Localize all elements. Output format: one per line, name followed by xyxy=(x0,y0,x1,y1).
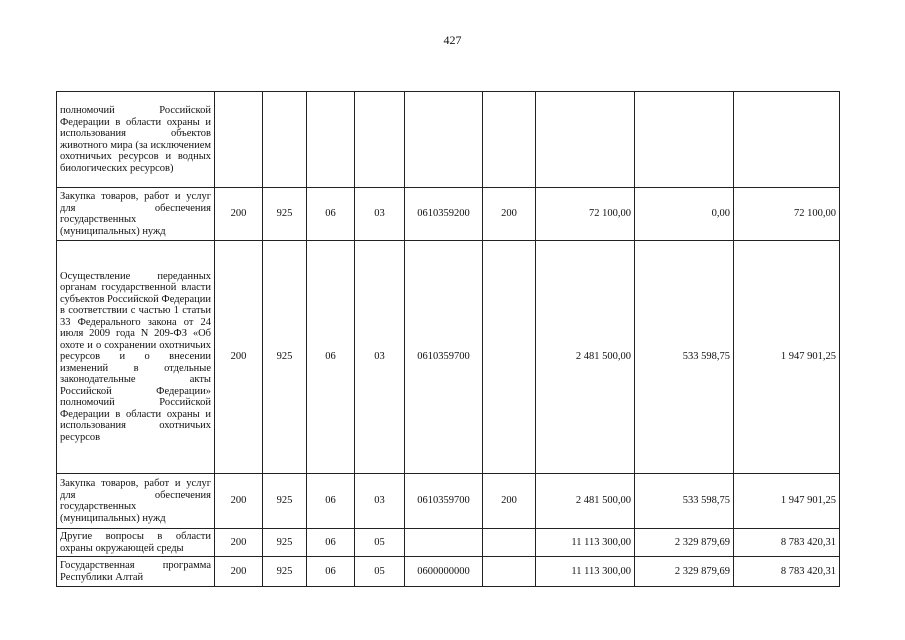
ppp-cell: 200 xyxy=(215,529,263,557)
sum-plan-cell: 2 481 500,00 xyxy=(536,474,635,529)
grbs-cell: 925 xyxy=(263,557,307,587)
ppp-cell xyxy=(215,92,263,188)
sum-rest-cell: 8 783 420,31 xyxy=(734,557,840,587)
rz-cell: 06 xyxy=(307,241,355,474)
vr-cell xyxy=(483,529,536,557)
grbs-cell: 925 xyxy=(263,188,307,241)
grbs-cell: 925 xyxy=(263,474,307,529)
sum-plan-cell: 2 481 500,00 xyxy=(536,241,635,474)
sum-plan-cell: 11 113 300,00 xyxy=(536,557,635,587)
page-number: 427 xyxy=(443,33,462,47)
rz-cell: 06 xyxy=(307,529,355,557)
csr-cell: 0610359700 xyxy=(405,241,483,474)
sum-fact-cell: 533 598,75 xyxy=(635,474,734,529)
pr-cell: 05 xyxy=(355,557,405,587)
grbs-cell: 925 xyxy=(263,241,307,474)
sum-fact-cell: 2 329 879,69 xyxy=(635,529,734,557)
sum-fact-cell: 533 598,75 xyxy=(635,241,734,474)
table-row xyxy=(57,557,840,587)
csr-cell: 0610359200 xyxy=(405,188,483,241)
sum-plan-cell: 11 113 300,00 xyxy=(536,529,635,557)
sum-fact-cell: 0,00 xyxy=(635,188,734,241)
rz-cell: 06 xyxy=(307,474,355,529)
rz-cell: 06 xyxy=(307,188,355,241)
ppp-cell: 200 xyxy=(215,474,263,529)
sum-plan-cell: 72 100,00 xyxy=(536,188,635,241)
row-name-cell: Другие вопросы в области охраны окружающей среды xyxy=(57,529,215,557)
sum-rest-cell xyxy=(734,92,840,188)
sum-rest-cell: 1 947 901,25 xyxy=(734,474,840,529)
vr-cell: 200 xyxy=(483,474,536,529)
rz-cell xyxy=(307,92,355,188)
sum-rest-cell: 1 947 901,25 xyxy=(734,241,840,474)
sum-fact-cell xyxy=(635,92,734,188)
pr-cell: 03 xyxy=(355,241,405,474)
budget-table xyxy=(56,91,840,587)
csr-cell: 0610359700 xyxy=(405,474,483,529)
vr-cell xyxy=(483,241,536,474)
row-name-cell: Осуществление переданных органам государственной власти субъектов Российской Федерации в соответствии с частью 1 статьи 33 Федерального закона от 24 июля 2009 года N 209-ФЗ «Об охоте и о сохранении охотничьих ресурсов и о внесении изменений в отдельные законодательные акты Российской Федерации» полномочий Российской Федерации в области охраны и использования охотничьих ресурсов xyxy=(57,241,215,474)
pr-cell: 03 xyxy=(355,474,405,529)
csr-cell xyxy=(405,92,483,188)
vr-cell xyxy=(483,557,536,587)
pr-cell: 05 xyxy=(355,529,405,557)
table-body xyxy=(57,92,840,587)
ppp-cell: 200 xyxy=(215,188,263,241)
vr-cell xyxy=(483,92,536,188)
sum-plan-cell xyxy=(536,92,635,188)
row-name-cell: полномочий Российской Федерации в области охраны и использования объектов животного мира (за исключением охотничьих ресурсов и водных биологических ресурсов) xyxy=(57,92,215,188)
grbs-cell: 925 xyxy=(263,529,307,557)
csr-cell xyxy=(405,529,483,557)
row-name-cell: Закупка товаров, работ и услуг для обеспечения государственных (муниципальных) нужд xyxy=(57,474,215,529)
sum-rest-cell: 8 783 420,31 xyxy=(734,529,840,557)
table-row xyxy=(57,241,840,474)
table-row xyxy=(57,474,840,529)
row-name-cell: Закупка товаров, работ и услуг для обеспечения государственных (муниципальных) нужд xyxy=(57,188,215,241)
ppp-cell: 200 xyxy=(215,241,263,474)
table-row xyxy=(57,529,840,557)
pr-cell xyxy=(355,92,405,188)
row-name-cell: Государственная программа Республики Алтай xyxy=(57,557,215,587)
table-row xyxy=(57,188,840,241)
rz-cell: 06 xyxy=(307,557,355,587)
vr-cell: 200 xyxy=(483,188,536,241)
grbs-cell xyxy=(263,92,307,188)
sum-rest-cell: 72 100,00 xyxy=(734,188,840,241)
sum-fact-cell: 2 329 879,69 xyxy=(635,557,734,587)
csr-cell: 0600000000 xyxy=(405,557,483,587)
table-row xyxy=(57,92,840,188)
pr-cell: 03 xyxy=(355,188,405,241)
ppp-cell: 200 xyxy=(215,557,263,587)
